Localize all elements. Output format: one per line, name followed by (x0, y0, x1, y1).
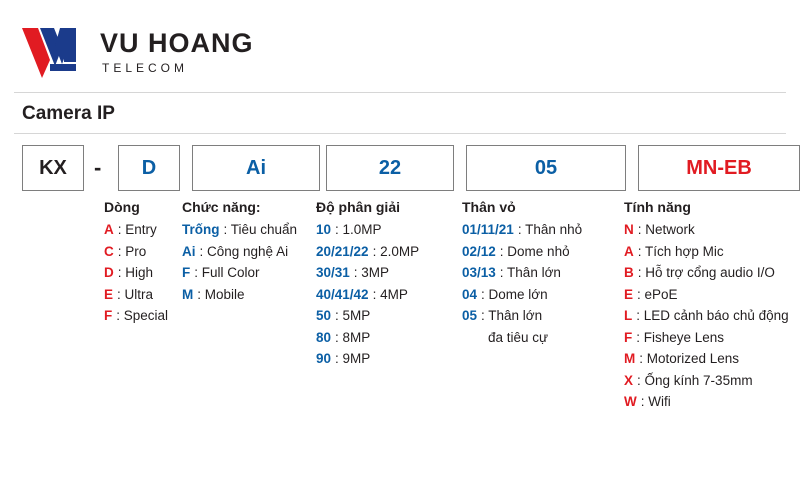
legend-item (316, 352, 419, 366)
legend-item-value: : Fisheye Lens (636, 329, 725, 345)
legend-heading: Độ phân giải (316, 199, 400, 215)
logo-icon (20, 24, 86, 80)
legend-item (462, 223, 582, 237)
legend-item (182, 266, 297, 280)
legend-item-key: 40/41/42 (316, 286, 369, 302)
legend-item (624, 266, 789, 280)
legend-item-key: F (104, 308, 113, 323)
legend-item-key: 90 (316, 351, 332, 366)
legend-item-value: : 2.0MP (372, 243, 420, 259)
legend-item-value: : Công nghệ Ai (199, 243, 289, 259)
legend-item-key: 04 (462, 286, 478, 302)
legend-item-value: : Dome nhỏ (499, 243, 570, 259)
legend-item-value: : Thân lớn (499, 265, 561, 280)
legend-item (316, 266, 419, 280)
legend-item (462, 288, 582, 302)
code-segment-3: Ai (192, 145, 320, 191)
legend-item-value: : ePoE (637, 286, 678, 302)
legend-heading: Tính năng (624, 199, 691, 215)
legend-item (624, 331, 789, 345)
legend-item-value: : High (117, 265, 154, 280)
legend-item-key: M (624, 351, 636, 366)
legend-item (104, 245, 168, 259)
legend-item-key: Trống (182, 222, 220, 237)
legend-item-key: 80 (316, 329, 332, 345)
legend-item-value: : Network (637, 222, 695, 237)
legend-item (182, 223, 297, 237)
legend-item-key: 30/31 (316, 265, 350, 280)
legend-item-value: : 3MP (353, 265, 390, 280)
legend-item-value: : Mobile (197, 286, 245, 302)
legend-heading: Thân vỏ (462, 199, 516, 215)
divider-below-title (14, 133, 786, 134)
legend-item-value: : Thân lớn (481, 308, 543, 323)
legend-item-key: 01/11/21 (462, 222, 514, 237)
legend-item-key: F (624, 329, 633, 345)
legend-item-value: : Entry (117, 222, 157, 237)
legend-item (182, 288, 297, 302)
legend-column-2 (182, 200, 297, 309)
code-segment-6: MN-EB (638, 145, 800, 191)
legend-item-value: : 9MP (335, 351, 371, 366)
legend-item-value: : LED cảnh báo chủ động (636, 308, 789, 323)
legend-column-3 (316, 200, 419, 374)
legend-item (462, 245, 582, 259)
legend-column-1 (104, 200, 168, 331)
legend-item-key: 05 (462, 308, 478, 323)
brand-subtitle: TELECOM (102, 61, 189, 75)
legend-item-key: E (104, 286, 114, 302)
legend-item-value: : 8MP (335, 329, 371, 345)
legend-item-key: D (104, 265, 114, 280)
legend-item-value: : Ultra (117, 286, 154, 302)
legend-heading: Dòng (104, 199, 140, 215)
legend-item-value: : Tích hợp Mic (637, 243, 724, 259)
code-segment-4: 22 (326, 145, 454, 191)
legend-item (624, 245, 789, 259)
legend-item-key: X (624, 372, 634, 388)
legend-item-value: : 5MP (335, 308, 371, 323)
legend-item-value: : Full Color (194, 265, 260, 280)
legend-item-value: : Hỗ trợ cổng audio I/O (637, 265, 775, 280)
legend-item-key: W (624, 394, 637, 409)
legend-item-key: N (624, 222, 634, 237)
legend-item-value: : Ống kính 7-35mm (637, 372, 753, 388)
legend-item (316, 288, 419, 302)
legend-item-value: : Wifi (640, 394, 671, 409)
divider-top (14, 92, 786, 93)
legend-item-key: 03/13 (462, 265, 496, 280)
legend-item-key: E (624, 286, 634, 302)
legend-item (624, 352, 789, 366)
legend-item-continuation: đa tiêu cự (488, 329, 549, 345)
legend-item (624, 288, 789, 302)
legend-item-key: A (624, 243, 634, 259)
legend-item-key: C (104, 243, 114, 259)
legend-item-value: : 4MP (372, 286, 408, 302)
brand-logo (20, 18, 254, 86)
legend-item-key: 20/21/22 (316, 243, 369, 259)
legend-item-value: : Thân nhỏ (517, 222, 583, 237)
legend-item-value: : Tiêu chuẩn (223, 222, 298, 237)
legend-item (316, 309, 419, 323)
legend-item-value: : Motorized Lens (639, 351, 740, 366)
legend-item (104, 288, 168, 302)
legend-item (624, 309, 789, 323)
legend-item (104, 223, 168, 237)
legend-item (104, 266, 168, 280)
legend-item (316, 331, 419, 345)
legend-item-key: Ai (182, 243, 196, 259)
code-boxes (14, 145, 786, 193)
page-title: Camera IP (22, 103, 115, 124)
legend-item (316, 223, 419, 237)
legend-item-value: : Dome lớn (481, 286, 548, 302)
legend-item (624, 374, 789, 388)
legend-item-key: M (182, 286, 194, 302)
legend-item-value: : Special (116, 308, 169, 323)
legend-item-key: F (182, 265, 191, 280)
legend-item (462, 309, 582, 323)
legend-item (462, 266, 582, 280)
legend-column-5 (624, 200, 789, 417)
brand-name: VU HOANG (100, 28, 254, 58)
legend-column-4 (462, 200, 582, 352)
code-segment-1: KX (22, 145, 84, 191)
legend-item-key: A (104, 222, 114, 237)
legend-item-key: 02/12 (462, 243, 496, 259)
legend-item-key: 10 (316, 222, 332, 237)
legend-item-key: L (624, 308, 633, 323)
legend-item (182, 245, 297, 259)
legend-item-key: B (624, 265, 634, 280)
legend-item (316, 245, 419, 259)
legend-heading: Chức năng: (182, 199, 261, 215)
code-segment-2: D (118, 145, 180, 191)
legend-item-value: : Pro (117, 243, 147, 259)
legend-item (624, 395, 789, 409)
code-separator-dash: - (94, 155, 102, 180)
code-segment-5: 05 (466, 145, 626, 191)
legend-item (624, 223, 789, 237)
legend-item-key: 50 (316, 308, 332, 323)
legend-item-value: : 1.0MP (335, 222, 382, 237)
legend-item (104, 309, 168, 323)
